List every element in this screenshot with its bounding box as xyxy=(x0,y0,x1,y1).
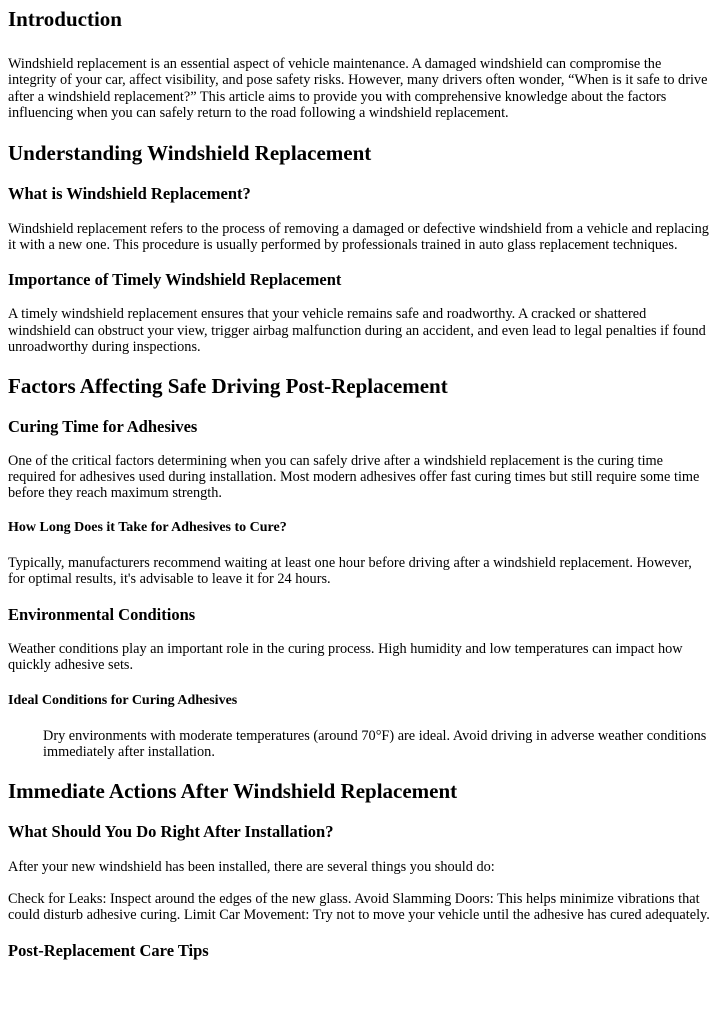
subheading-care-tips: Post-Replacement Care Tips xyxy=(8,940,209,960)
paragraph-introduction: Windshield replacement is an essential aspect of vehicle maintenance. A damaged windshield can compromise the integrity of your car, affect visibility, and pose safety risks. However, many drivers often wonder, “When is it safe to drive after a windshield replacement?” This article aims to provide you with comprehensive knowledge about the factors influencing when you can safely return to the road following a windshield replacement. xyxy=(8,56,708,122)
heading-understanding: Understanding Windshield Replacement xyxy=(8,140,372,165)
subheading-curing-time: Curing Time for Adhesives xyxy=(8,416,198,436)
paragraph-right-after-intro: After your new windshield has been installed, there are several things you should do: xyxy=(8,859,495,876)
paragraph-importance: A timely windshield replacement ensures that your vehicle remains safe and roadworthy. A cracked or shattered windshield can obstruct your view, trigger airbag malfunction during an accident, and even lead to legal penalties if found unroadworthy during inspections. xyxy=(8,306,706,356)
paragraph-right-after-list: Check for Leaks: Inspect around the edges of the new glass. Avoid Slamming Doors: This helps minimize vibrations that could disturb adhesive curing. Limit Car Movement: Try not to move your vehicle until the adhesive has cured adequately. xyxy=(8,890,710,924)
heading-immediate-actions: Immediate Actions After Windshield Replacement xyxy=(8,779,458,804)
paragraph-what-is: Windshield replacement refers to the process of removing a damaged or defective windshield from a vehicle and replacing it with a new one. This procedure is usually performed by professionals trained in auto glass replacement techniques. xyxy=(8,220,709,254)
article xyxy=(0,6,720,961)
subheading-right-after: What Should You Do Right After Installation? xyxy=(8,822,334,842)
heading-factors: Factors Affecting Safe Driving Post-Replacement xyxy=(8,373,448,398)
subheading-importance: Importance of Timely Windshield Replacement xyxy=(8,270,342,290)
quote-ideal-conditions: Dry environments with moderate temperatures (around 70°F) are ideal. Avoid driving in adverse weather conditions immediately after installation. xyxy=(43,727,707,760)
subheading-what-is: What is Windshield Replacement? xyxy=(8,183,251,203)
paragraph-curing-time: One of the critical factors determining when you can safely drive after a windshield replacement is the curing time required for adhesives used during installation. Most modern adhesives offer fast curing times but still require some time before they reach maximum strength. xyxy=(8,452,700,502)
subheading-ideal-conditions: Ideal Conditions for Curing Adhesives xyxy=(8,692,238,708)
paragraph-environmental: Weather conditions play an important role in the curing process. High humidity and low temperatures can impact how quickly adhesive sets. xyxy=(8,640,683,674)
subheading-environmental: Environmental Conditions xyxy=(8,604,196,624)
subheading-how-long: How Long Does it Take for Adhesives to Cure? xyxy=(8,519,287,535)
heading-introduction: Introduction xyxy=(8,7,122,31)
paragraph-how-long: Typically, manufacturers recommend waiting at least one hour before driving after a windshield replacement. However, for optimal results, it's advisable to leave it for 24 hours. xyxy=(8,554,692,588)
